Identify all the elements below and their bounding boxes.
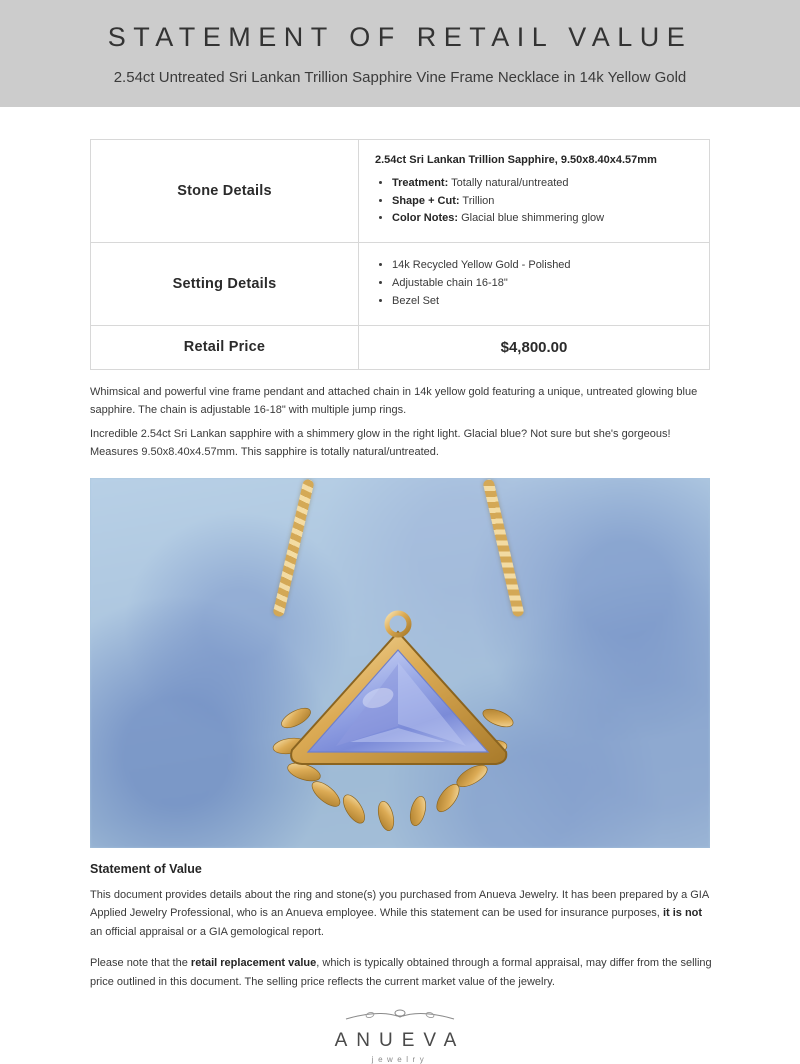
stone-summary: 2.54ct Sri Lankan Trillion Sapphire, 9.50x8.40x4.57mm bbox=[375, 153, 657, 166]
statement-p1-part1: This document provides details about the ring and stone(s) you purchased from Anueva Jewelry. It has been prepared by a GIA Applied Jewelry Professional, who is an Anueva employee. While this statement can be used for insurance purposes, bbox=[90, 888, 709, 920]
bullet-text: Trillion bbox=[462, 194, 495, 207]
page-body bbox=[0, 139, 800, 1064]
list-item: • 14k Recycled Yellow Gold - Polished bbox=[392, 257, 693, 275]
table-row-stone-details bbox=[91, 139, 710, 242]
description-paragraph-1: Whimsical and powerful vine frame pendant and attached chain in 14k yellow gold featuring a unique, untreated glowing blue sapphire. The chain is adjustable 16-18" with multiple jump rings. bbox=[90, 385, 698, 416]
statement-paragraph-1 bbox=[90, 886, 712, 941]
setting-details-value bbox=[359, 243, 710, 325]
list-item: • Adjustable chain 16-18" bbox=[392, 275, 693, 293]
brand-tagline: jewelry bbox=[371, 1054, 429, 1064]
list-item bbox=[392, 193, 693, 211]
product-photo bbox=[90, 478, 710, 848]
list-item: • Bezel Set bbox=[392, 293, 693, 311]
setting-bullet-list bbox=[375, 257, 693, 310]
retail-price-label: Retail Price bbox=[91, 325, 359, 369]
bullet-term: Color Notes: bbox=[392, 212, 458, 225]
table-row-setting-details bbox=[91, 243, 710, 325]
footer bbox=[90, 1007, 710, 1064]
statement-p1-emphasis: it is not bbox=[662, 907, 703, 920]
stone-details-label: Stone Details bbox=[91, 139, 359, 242]
pendant-illustration bbox=[250, 606, 550, 836]
list-item bbox=[392, 210, 693, 228]
bullet-text: Totally natural/untreated bbox=[451, 176, 569, 189]
page-title: STATEMENT OF RETAIL VALUE bbox=[107, 22, 693, 52]
statement-p1-part2: an official appraisal or a GIA gemological report. bbox=[90, 925, 324, 938]
statement-p2-emphasis: retail replacement value bbox=[190, 957, 317, 970]
bullet-term: Treatment: bbox=[392, 176, 449, 189]
statement-paragraph-2 bbox=[90, 954, 712, 991]
list-item bbox=[392, 175, 693, 193]
setting-details-label: Setting Details bbox=[91, 243, 359, 325]
description-paragraph-2: Incredible 2.54ct Sri Lankan sapphire with a shimmery glow in the right light. Glacial blue? Not sure but she's gorgeous! Measures 9.50x8.40x4.57mm. This sapphire is totally natural/untreated. bbox=[90, 428, 671, 459]
statement-p2-part2: , which is typically obtained through a formal appraisal, may differ from the selling price outlined in this document. The selling price reflects the current market value of the jewelry. bbox=[90, 957, 712, 988]
stone-bullet-list bbox=[375, 175, 693, 228]
brand-name: ANUEVA bbox=[334, 1029, 466, 1051]
bullet-term: Shape + Cut: bbox=[392, 194, 460, 207]
statement-of-value-title: Statement of Value bbox=[90, 861, 202, 876]
leaf-flourish-icon bbox=[340, 1007, 460, 1023]
table-row-retail-price bbox=[91, 325, 710, 369]
document-header bbox=[0, 0, 800, 107]
retail-price-value: $4,800.00 bbox=[359, 325, 710, 369]
specification-table bbox=[90, 139, 710, 370]
page-subtitle: 2.54ct Untreated Sri Lankan Trillion Sapphire Vine Frame Necklace in 14k Yellow Gold bbox=[113, 69, 687, 86]
stone-details-value bbox=[359, 139, 710, 242]
bullet-text: Glacial blue shimmering glow bbox=[461, 212, 605, 225]
statement-p2-part1: Please note that the bbox=[90, 957, 191, 970]
